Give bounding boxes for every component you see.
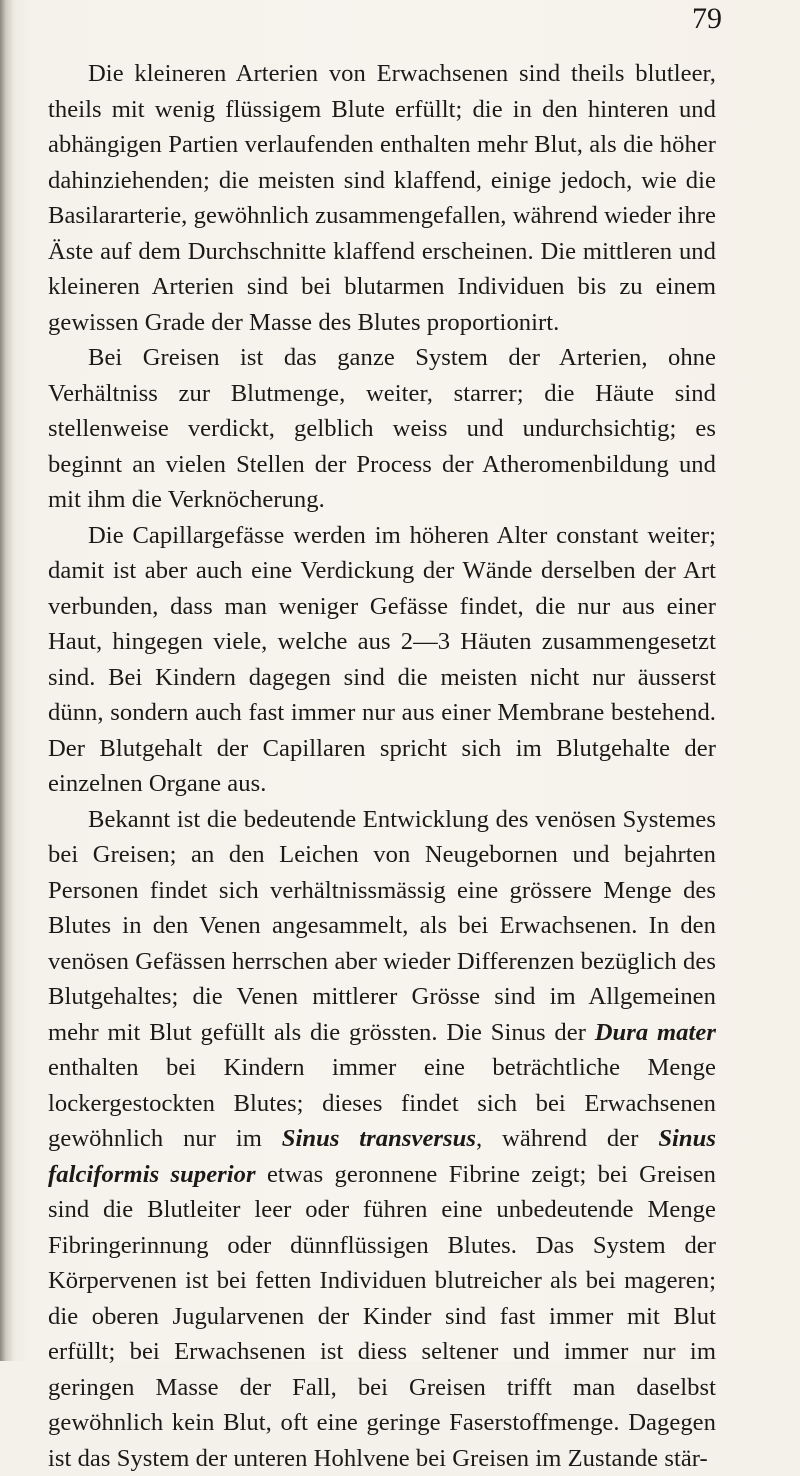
text-segment: Die Capillargefässe werden im höheren Alter constant weiter; damit ist aber auch eine Verdickung der Wände derselben der Art verbunden, dass man weniger Gefässe findet, die nur aus einer Haut, hingegen viele, welche aus 2—3 Häuten zusammengesetzt sind. Bei Kindern dagegen sind die meisten nicht nur äusserst dünn, sondern auch fast immer nur aus einer Membrane bestehend. Der Blutgehalt der Capillaren spricht sich im Blutgehalte der einzelnen Organe aus. [48, 522, 716, 798]
text-segment: enthalten bei Kindern immer eine beträchtliche Menge lockergestockten Blutes; dieses findet sich bei Erwachsenen gewöhnlich nur im [48, 1054, 716, 1152]
binding-shadow [0, 0, 14, 1361]
italic-term-dura-mater: Dura mater [595, 1019, 716, 1046]
paragraph-3 [48, 518, 716, 802]
text-segment: Bei Greisen ist das ganze System der Arterien, ohne Verhältniss zur Blutmenge, weiter, starrer; die Häute sind stellenweise verdickt, gelblich weiss und undurchsichtig; es beginnt an vielen Stellen der Process der Atheromenbildung und mit ihm die Verknöcherung. [48, 344, 716, 513]
text-segment: , während der [476, 1125, 658, 1152]
paragraph-4 [48, 802, 716, 1476]
italic-term-sinus-falciformis: Sinus falciformis superior [48, 1125, 716, 1188]
body-text [48, 56, 716, 1476]
page-number: 79 [692, 4, 722, 34]
italic-term-sinus-transversus: Sinus transversus [282, 1125, 476, 1152]
text-segment: Die kleineren Arterien von Erwachsenen sind theils blutleer, theils mit wenig flüssigem Blute erfüllt; die in den hinteren und abhängigen Partien verlaufenden enthalten mehr Blut, als die höher dahinziehenden; die meisten sind klaffend, einige jedoch, wie die Basilararterie, gewöhnlich zusammengefallen, während wieder ihre Äste auf dem Durchschnitte klaffend erscheinen. Die mittleren und kleineren Arterien sind bei blutarmen Individuen bis zu einem gewissen Grade der Masse des Blutes proportionirt. [48, 60, 716, 336]
text-segment: Bekannt ist die bedeutende Entwicklung des venösen Systemes bei Greisen; an den Leichen von Neugebornen und bejahrten Personen findet sich verhältnissmässig eine grössere Menge des Blutes in den Venen angesammelt, als bei Erwachsenen. In den venösen Gefässen herrschen aber wieder Differenzen bezüglich des Blutgehaltes; die Venen mittlerer Grösse sind im Allgemeinen mehr mit Blut gefüllt als die grössten. Die Sinus der [48, 806, 716, 1046]
text-segment: etwas geronnene Fibrine zeigt; bei Greisen sind die Blutleiter leer oder führen eine unbedeutende Menge Fibringerinnung oder dünnflüssigen Blutes. Das System der Körpervenen ist bei fetten Individuen blutreicher als bei mageren; die oberen Jugularvenen der Kinder sind fast immer mit Blut erfüllt; bei Erwachsenen ist diess seltener und immer nur im geringen Masse der Fall, bei Greisen trifft man daselbst gewöhnlich kein Blut, oft eine geringe Faserstoffmenge. Dagegen ist das System der unteren Hohlvene bei Greisen im Zustande stär- [48, 1161, 716, 1472]
paragraph-2 [48, 340, 716, 518]
paragraph-1 [48, 56, 716, 340]
